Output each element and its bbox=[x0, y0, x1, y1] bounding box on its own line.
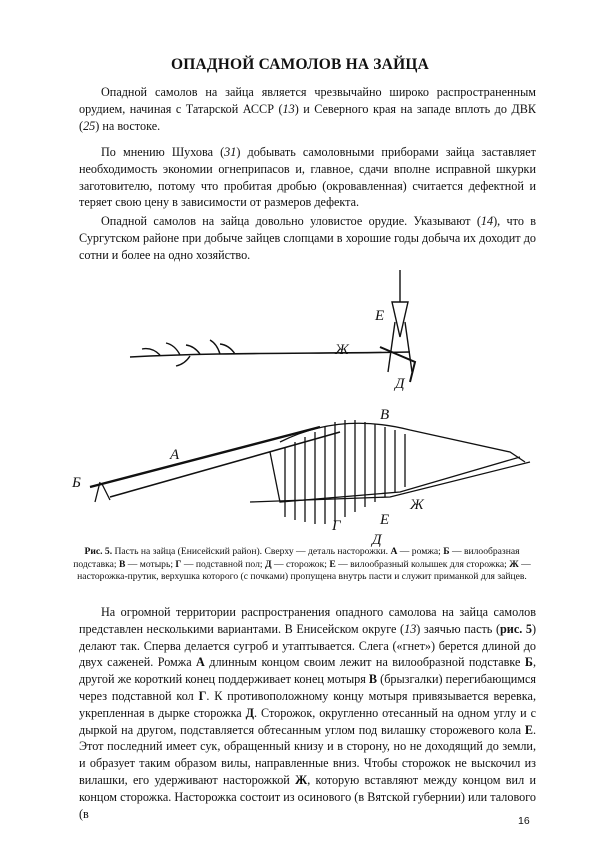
text-run: ) заячью пасть ( bbox=[416, 621, 501, 636]
paragraph-1 bbox=[79, 84, 536, 134]
page-number: 16 bbox=[518, 815, 530, 827]
text-run: — мотырь; bbox=[125, 558, 176, 570]
paragraph-3 bbox=[79, 213, 536, 263]
citation-number: 14 bbox=[480, 214, 494, 228]
bold-text: Ж bbox=[295, 772, 308, 787]
bold-text: Б bbox=[443, 546, 450, 557]
text-run: длинным концом своим лежит на вилообразной подставке bbox=[204, 655, 525, 670]
bold-text: Д bbox=[264, 558, 272, 570]
bold-text: Ж bbox=[509, 558, 519, 570]
text-run: . Сторожок, округленно отесанный на одном углу и с дыркой на другом, подставляется обтесанным углом под вилашку сторожевого кола bbox=[79, 705, 536, 737]
bold-text: Г bbox=[175, 558, 182, 570]
bold-text: Е bbox=[524, 722, 533, 737]
text-run: . Этот последний имеет сук, обращенный книзу и в сторону, но не доходящий до земли, и образует таким образом вилы, направленные вниз. Чтобы сторожок не выскочил из вилашки, его удерживают насторожкой bbox=[79, 722, 536, 787]
bold-text: А bbox=[390, 546, 398, 557]
paragraph-2 bbox=[79, 144, 536, 211]
label-a: А bbox=[170, 447, 180, 463]
text-run: — ромжа; bbox=[397, 546, 444, 557]
label-b: Б bbox=[72, 475, 81, 491]
top-detail-drawing bbox=[130, 270, 415, 382]
bold-text: рис. 5 bbox=[500, 621, 532, 636]
paragraph-4 bbox=[79, 604, 536, 822]
bold-text: Г bbox=[198, 688, 207, 703]
citation-number: 25 bbox=[83, 118, 96, 133]
citation-number: 13 bbox=[404, 621, 417, 636]
figure-trap-illustration bbox=[70, 262, 540, 548]
text-run: . К противоположному концу мотыря привязывается веревка, укрепленная в дырке сторожка bbox=[79, 688, 536, 720]
label-v: В bbox=[380, 407, 390, 423]
bold-text: А bbox=[196, 655, 205, 670]
text-run: По мнению Шухова ( bbox=[101, 145, 225, 159]
text-run: ) и Северного края на западе вплоть до ДВК ( bbox=[79, 101, 536, 133]
bold-text: В bbox=[368, 672, 378, 687]
text-run: , которую вставляют между концом вил и концом сторожка. Насторожка состоит из осинового (в Вятской губернии) или талового (в bbox=[79, 772, 536, 821]
label-top-zh: Ж bbox=[335, 342, 349, 358]
text-run: — сторожок; bbox=[271, 558, 330, 570]
label-e: Е bbox=[380, 512, 390, 528]
text-run: — вилообразный колышек для сторожка; bbox=[335, 558, 510, 570]
citation-number: 13 bbox=[282, 101, 295, 116]
label-top-e: Е bbox=[375, 308, 385, 324]
bold-text: Б bbox=[524, 655, 533, 670]
text-run: — насторожка-прутик, верхушка которого (с почками) пропущена внутрь пасти и служит приманкой для зайцев. bbox=[77, 558, 531, 583]
bold-text: В bbox=[119, 558, 126, 570]
bold-text: Е bbox=[329, 558, 336, 570]
text-run: — вилообразная подставка; bbox=[73, 546, 520, 570]
label-zh: Ж bbox=[410, 497, 424, 513]
trap-drawing bbox=[70, 262, 540, 548]
text-run: ) делают так. Сперва делается сугроб и утаптывается. Слега («гнет») берется длиной до двух саженей. Ромжа bbox=[79, 621, 537, 670]
text-run: (брызгалки) перегибающимся через подставной кол bbox=[79, 672, 536, 703]
text-run: — подставной пол; bbox=[181, 558, 265, 570]
label-g: Г bbox=[332, 518, 341, 534]
text-run: Опадной самолов на зайца является чрезвычайно широко распространенным орудием, начиная с Татарской АССР ( bbox=[79, 85, 536, 116]
bottom-trap-drawing bbox=[90, 420, 530, 524]
page-title: ОПАДНОЙ САМОЛОВ НА ЗАЙЦА bbox=[171, 56, 429, 73]
bold-text: Д bbox=[245, 705, 255, 720]
label-top-d: Д bbox=[395, 376, 405, 392]
text-run: , другой же короткий конец поддерживает конец мотыря bbox=[79, 655, 536, 687]
text-run: ), что в Сургутском районе при добыче зайцев слопцами в хорошие годы добыча их доходит до сотни и более на одно хозяйство. bbox=[79, 214, 537, 262]
text-run: ) добывать самоловными приборами зайца заставляет необходимость экономии огнеприпасов и, главное, сдачи вполне исправной шкурки заготовителю, потому что пробитая дробью (окровавленная) считается дефектной и теряет свою цену в зависимости от размеров дефекта. bbox=[79, 145, 536, 210]
text-run: На огромной территории распространения опадного самолова на зайца самолов представлен несколькими вариантами. В Енисейском округе ( bbox=[79, 605, 536, 636]
figure-caption bbox=[72, 546, 532, 584]
text-run: ) на востоке. bbox=[95, 118, 161, 133]
citation-number: 31 bbox=[224, 145, 237, 159]
text-run: Пасть на зайца (Енисейский район). Сверху — деталь насторожки. bbox=[112, 546, 391, 557]
bold-text: Рис. 5. bbox=[84, 546, 113, 557]
text-run: Опадной самолов на зайца довольно уловистое орудие. Указывают ( bbox=[101, 214, 481, 228]
label-d: Д bbox=[372, 532, 382, 548]
